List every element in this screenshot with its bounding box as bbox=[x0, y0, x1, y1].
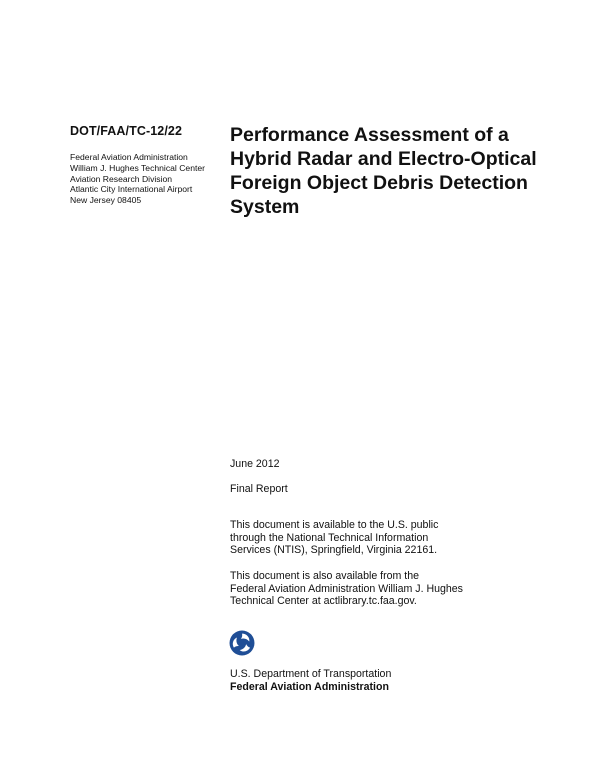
title-line: Hybrid Radar and Electro-Optical bbox=[230, 148, 537, 170]
dot-triskelion-logo-icon bbox=[229, 630, 255, 656]
address-block bbox=[70, 152, 205, 206]
report-number: DOT/FAA/TC-12/22 bbox=[70, 124, 183, 138]
document-title bbox=[230, 123, 570, 219]
availability-line: Federal Aviation Administration William J. Hughes bbox=[230, 582, 463, 595]
availability-line: Technical Center at actlibrary.tc.faa.gov. bbox=[230, 595, 417, 608]
title-line: System bbox=[230, 196, 300, 218]
title-line: Performance Assessment of a bbox=[230, 124, 509, 146]
availability-ntis bbox=[230, 519, 438, 557]
availability-faa bbox=[230, 570, 463, 608]
publication-date: June 2012 bbox=[230, 458, 280, 470]
address-line: New Jersey 08405 bbox=[70, 195, 142, 206]
title-line: Foreign Object Debris Detection bbox=[230, 172, 528, 194]
address-line: Federal Aviation Administration bbox=[70, 152, 188, 162]
availability-line: This document is available to the U.S. public bbox=[230, 519, 439, 531]
availability-line: through the National Technical Information bbox=[230, 531, 429, 544]
department-name: U.S. Department of Transportation bbox=[230, 668, 392, 680]
agency-name: Federal Aviation Administration bbox=[230, 680, 389, 693]
address-line: William J. Hughes Technical Center bbox=[70, 162, 206, 173]
availability-line: This document is also available from the bbox=[230, 570, 420, 582]
availability-line: Services (NTIS), Springfield, Virginia 22161. bbox=[230, 544, 438, 557]
report-type: Final Report bbox=[230, 483, 288, 495]
address-line: Aviation Research Division bbox=[70, 173, 173, 184]
footer-block bbox=[230, 668, 391, 693]
address-line: Atlantic City International Airport bbox=[70, 184, 193, 195]
